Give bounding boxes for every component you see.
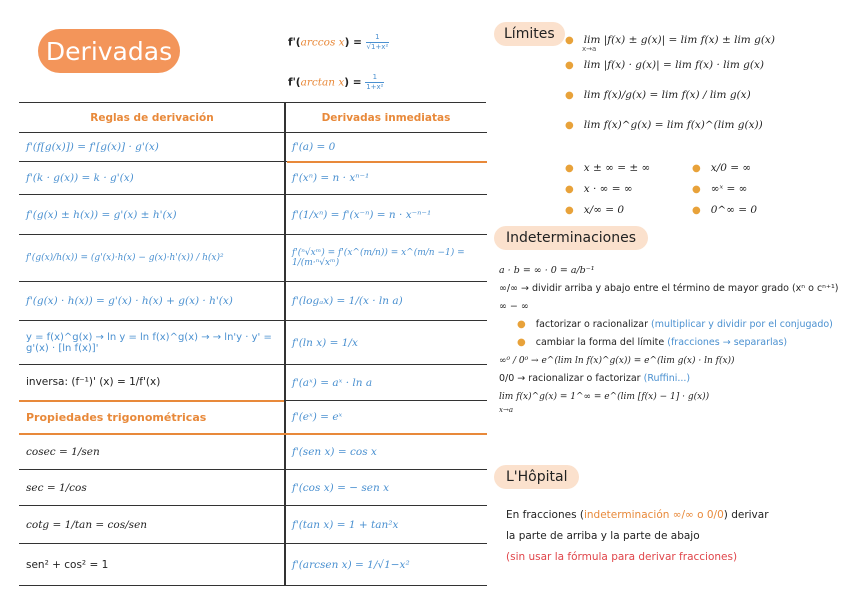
limit-facts-right bbox=[692, 158, 757, 221]
bullet-icon: ● bbox=[565, 35, 574, 46]
fact-x-times-inf: x · ∞ = ∞ bbox=[583, 183, 633, 195]
limit-subscript: x→a bbox=[582, 45, 597, 53]
table-row bbox=[20, 133, 487, 162]
bullet-icon: ● bbox=[565, 120, 574, 131]
table-row bbox=[20, 544, 487, 586]
indet-bullet1: ● factorizar o racionalizar (multiplicar y dividir por el conjugado) bbox=[517, 319, 833, 330]
lhopital-label: L'Hôpital bbox=[494, 465, 579, 489]
rule-constant-mult: f'(k · g(x)) = k · g'(x) bbox=[20, 162, 285, 195]
lhopital-line3: (sin usar la fórmula para derivar fracciones) bbox=[506, 551, 738, 563]
rule-product: f'(g(x) · h(x)) = g'(x) · h(x) + g(x) · h'(x) bbox=[20, 282, 285, 321]
table-row bbox=[20, 235, 487, 282]
limites-rules bbox=[565, 28, 845, 138]
fact-x-plus-inf: x ± ∞ = ± ∞ bbox=[583, 162, 651, 174]
rules-header: Reglas de derivación bbox=[20, 103, 285, 133]
deriv-arcsen: f'(arcsen x) = 1/√1−x² bbox=[285, 544, 487, 586]
indet-line6: lim f(x)^g(x) = 1^∞ = e^(lim [f(x) − 1] · g(x)) bbox=[499, 392, 710, 402]
indet-line3: ∞ − ∞ bbox=[499, 301, 529, 312]
bullet-icon: ● bbox=[565, 60, 574, 71]
table-row bbox=[20, 434, 487, 470]
deriv-constant: f'(a) = 0 bbox=[285, 133, 487, 162]
lhopital-line1: En fracciones (indeterminación ∞/∞ o 0/0) derivar bbox=[506, 509, 769, 521]
table-row bbox=[20, 470, 487, 506]
table-row bbox=[20, 162, 487, 195]
immediate-header: Derivadas inmediatas bbox=[285, 103, 487, 133]
indet-line2: ∞/∞ → dividir arriba y abajo entre el término de mayor grado (xⁿ o cⁿ⁺¹) bbox=[499, 283, 839, 294]
deriv-a-pow-x: f'(aˣ) = aˣ · ln a bbox=[285, 365, 487, 401]
row-divider bbox=[287, 161, 487, 163]
table-row bbox=[20, 321, 487, 365]
indet-line5: 0/0 → racionalizar o factorizar (Ruffini...) bbox=[499, 373, 691, 384]
limites-section bbox=[494, 22, 565, 46]
lhopital-line2: la parte de arriba y la parte de abajo bbox=[506, 530, 700, 542]
derivatives-table bbox=[19, 102, 487, 586]
trig-sec: sec = 1/cos bbox=[20, 470, 285, 506]
table-row bbox=[20, 506, 487, 544]
bullet-icon: ● bbox=[517, 337, 526, 348]
fact-zero-pow-inf: 0^∞ = 0 bbox=[710, 204, 758, 216]
indeterminaciones-body bbox=[499, 262, 844, 414]
bullet-icon: ● bbox=[692, 205, 701, 216]
trig-header: Propiedades trigonométricas bbox=[20, 401, 285, 434]
rule-chain: f'(f[g(x)]) = f'[g(x)] · g'(x) bbox=[20, 133, 285, 162]
page-title: Derivadas bbox=[38, 29, 180, 73]
trig-cotg: cotg = 1/tan = cos/sen bbox=[20, 506, 285, 544]
limit-rule-sum: ● lim |f(x) ± g(x)| = lim f(x) ± lim g(x) bbox=[565, 34, 775, 46]
bullet-icon: ● bbox=[565, 90, 574, 101]
trig-identity: sen² + cos² = 1 bbox=[20, 544, 285, 586]
fact-x-over-inf: x/∞ = 0 bbox=[583, 204, 625, 216]
arccos-fn: arccos x bbox=[300, 36, 345, 49]
limit-rule-product: ● lim |f(x) · g(x)| = lim f(x) · lim g(x) bbox=[565, 59, 765, 71]
arccos-frac: $\frac{1}{\text{√1+x²}}$ bbox=[366, 33, 389, 51]
deriv-root: f'(ⁿ√xᵐ) = f'(x^(m/n)) = x^(m/n −1) = 1/(m·ⁿ√xᵐ) bbox=[285, 235, 487, 282]
bullet-icon: ● bbox=[692, 184, 701, 195]
arccos-formula: f'(arccos x) = $\frac{1}{\text{√1+x²}}$ bbox=[288, 33, 389, 51]
deriv-power: f'(xⁿ) = n · xⁿ⁻¹ bbox=[285, 162, 487, 195]
lhopital-section bbox=[494, 465, 579, 489]
indet-bullet2: ● cambiar la forma del límite (fracciones → separarlas) bbox=[517, 337, 788, 348]
deriv-tan: f'(tan x) = 1 + tan²x bbox=[285, 506, 487, 544]
limit-rule-quotient: ● lim f(x)/g(x) = lim f(x) / lim g(x) bbox=[565, 89, 751, 101]
rule-quotient: f'(g(x)/h(x)) = (g'(x)·h(x) − g(x)·h'(x)) / h(x)² bbox=[20, 235, 285, 282]
bullet-icon: ● bbox=[565, 163, 574, 174]
arctan-formula: f'(arctan x) = $\frac{1}{\text{1+x²}}$ bbox=[288, 73, 384, 91]
bullet-icon: ● bbox=[517, 319, 526, 330]
bullet-icon: ● bbox=[565, 205, 574, 216]
rule-exponential: y = f(x)^g(x) → ln y = ln f(x)^g(x) → → ln'y · y' = g'(x) · [ln f(x)]' bbox=[20, 321, 285, 365]
deriv-sen: f'(sen x) = cos x bbox=[285, 434, 487, 470]
bullet-icon: ● bbox=[692, 163, 701, 174]
indet-line6-sub: x→a bbox=[499, 406, 513, 414]
indeterminaciones-label: Indeterminaciones bbox=[494, 226, 648, 250]
trig-cosec: cosec = 1/sen bbox=[20, 434, 285, 470]
limit-facts-left bbox=[565, 158, 650, 221]
deriv-ln: f'(ln x) = 1/x bbox=[285, 321, 487, 365]
deriv-e-pow-x: f'(eˣ) = eˣ bbox=[285, 401, 487, 434]
rule-inverse: inversa: (f⁻¹)' (x) = 1/f'(x) bbox=[20, 365, 285, 401]
indet-line4: ∞⁰ / 0⁰ → e^(lim ln f(x)^g(x)) = e^(lim g(x) · ln f(x)) bbox=[499, 356, 735, 366]
deriv-inverse-power: f'(1/xⁿ) = f'(x⁻ⁿ) = n · x⁻ⁿ⁻¹ bbox=[285, 195, 487, 235]
table-row bbox=[20, 195, 487, 235]
bullet-icon: ● bbox=[565, 184, 574, 195]
arctan-fn: arctan x bbox=[300, 76, 345, 89]
deriv-cos: f'(cos x) = − sen x bbox=[285, 470, 487, 506]
table-row bbox=[20, 401, 487, 434]
table-header-row bbox=[20, 103, 487, 133]
table-row bbox=[20, 365, 487, 401]
table-row bbox=[20, 282, 487, 321]
fact-x-over-zero: x/0 = ∞ bbox=[710, 162, 752, 174]
indet-line1: a · b = ∞ · 0 = a/b⁻¹ bbox=[499, 265, 595, 276]
fact-inf-pow-x: ∞ˣ = ∞ bbox=[710, 183, 748, 195]
indeterminaciones-section bbox=[494, 226, 648, 250]
limit-rule-power: ● lim f(x)^g(x) = lim f(x)^(lim g(x)) bbox=[565, 119, 763, 131]
limites-label: Límites bbox=[494, 22, 565, 46]
deriv-log: f'(logₐx) = 1/(x · ln a) bbox=[285, 282, 487, 321]
rule-sum: f'(g(x) ± h(x)) = g'(x) ± h'(x) bbox=[20, 195, 285, 235]
arctan-frac: $\frac{1}{\text{1+x²}}$ bbox=[366, 73, 384, 91]
lhopital-body bbox=[506, 505, 846, 568]
